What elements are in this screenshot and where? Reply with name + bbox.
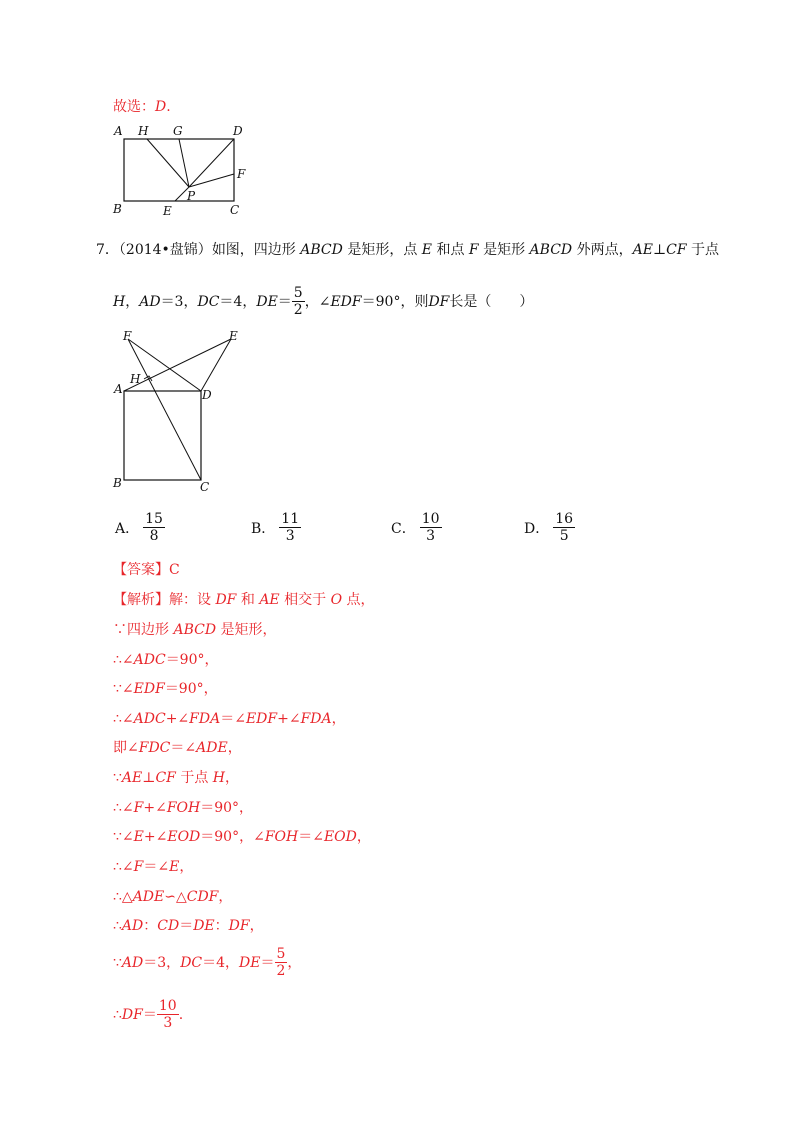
option-d-den: 5 bbox=[559, 528, 569, 544]
q-var: DF bbox=[428, 293, 450, 310]
option-c-fraction bbox=[420, 511, 442, 544]
s-var: AE bbox=[121, 770, 143, 786]
option-c-den: 3 bbox=[426, 528, 436, 544]
s-text: ＝∠ bbox=[170, 740, 197, 756]
answer-line bbox=[113, 561, 180, 579]
q-var: DE bbox=[256, 293, 278, 310]
s-text: . bbox=[178, 1006, 184, 1023]
question-line-1 bbox=[96, 241, 719, 259]
q-text: ＝90°，则 bbox=[361, 293, 429, 310]
s-text: 和 bbox=[236, 592, 260, 608]
q-var: AE bbox=[632, 242, 653, 258]
q-var: F bbox=[468, 242, 479, 258]
option-a bbox=[115, 511, 165, 544]
fig1-line-dp bbox=[189, 139, 234, 187]
s-text: ＝90°， bbox=[164, 681, 218, 697]
fig1-rectangle bbox=[124, 139, 234, 201]
s-text: ＝ bbox=[260, 954, 275, 971]
s-var: EOD bbox=[167, 829, 201, 845]
s-text: ， bbox=[331, 711, 346, 727]
solution-result bbox=[113, 998, 183, 1031]
s-text: ＝3， bbox=[143, 954, 181, 971]
s-var: ADC bbox=[133, 711, 166, 727]
s-var: H bbox=[212, 770, 225, 786]
s-text: ∴△ bbox=[113, 889, 133, 905]
previous-answer-end: . bbox=[166, 99, 171, 115]
s-var: F bbox=[133, 859, 144, 875]
option-a-num: 15 bbox=[145, 511, 163, 527]
option-a-den: 8 bbox=[149, 528, 159, 544]
q-text: ， bbox=[125, 293, 140, 310]
s-var: DF bbox=[228, 918, 250, 934]
solution-line-10 bbox=[113, 858, 193, 876]
solution-line-4 bbox=[113, 680, 218, 698]
s-text: ∴ bbox=[113, 918, 122, 934]
s-text: ， bbox=[218, 889, 233, 905]
fig2-label-e: E bbox=[229, 329, 238, 343]
option-a-letter: A． bbox=[115, 520, 140, 537]
q-var: E bbox=[421, 242, 433, 258]
s-text: ＝∠ bbox=[143, 859, 170, 875]
q-var: CF bbox=[666, 242, 687, 258]
s-text: ， bbox=[227, 740, 242, 756]
question-source: （2014•盘锦） bbox=[118, 242, 212, 258]
s-text: +∠ bbox=[143, 829, 168, 845]
q-text: ＝3， bbox=[160, 293, 198, 310]
s-text: ∵∠ bbox=[113, 829, 134, 845]
de-fraction-den: 2 bbox=[293, 302, 303, 318]
fig1-label-c: C bbox=[230, 203, 240, 217]
option-b bbox=[251, 511, 301, 544]
option-d-letter: D． bbox=[524, 520, 550, 537]
s-text: ∴ bbox=[113, 1006, 122, 1023]
option-c-letter: C． bbox=[391, 520, 416, 537]
s-text: ∵四边形 bbox=[113, 622, 174, 638]
fig1-label-e: E bbox=[163, 204, 172, 218]
figure-rectangle-p bbox=[110, 120, 255, 220]
s-var: DF bbox=[215, 592, 237, 608]
s-var: FOH bbox=[264, 829, 299, 845]
s-var: ADE bbox=[196, 740, 228, 756]
option-d bbox=[524, 511, 575, 544]
s-var: DE bbox=[239, 954, 261, 971]
solution-line-6 bbox=[113, 739, 242, 757]
q-var: ABCD bbox=[529, 242, 573, 258]
s-text: +∠ bbox=[165, 711, 190, 727]
q-text: ，∠ bbox=[304, 293, 331, 310]
solution-line-7 bbox=[113, 769, 239, 787]
s-text: ＝4， bbox=[202, 954, 240, 971]
s-text: ∵ bbox=[113, 770, 122, 786]
result-num: 10 bbox=[158, 998, 177, 1014]
q-var: AD bbox=[139, 293, 161, 310]
fig2-label-a: A bbox=[114, 382, 123, 396]
solution-line-2 bbox=[113, 621, 277, 639]
s-var: F bbox=[133, 800, 144, 816]
s-text: ， bbox=[287, 954, 302, 971]
s-text: ， bbox=[356, 829, 371, 845]
option-d-num: 16 bbox=[555, 511, 574, 527]
s-var: CF bbox=[155, 770, 176, 786]
fig2-label-c: C bbox=[200, 480, 210, 494]
fig2-label-d: D bbox=[202, 388, 212, 402]
s-var: AD bbox=[121, 954, 144, 971]
s-var: ABCD bbox=[173, 622, 217, 638]
s-text: ＝ bbox=[142, 1006, 157, 1023]
solution-line-8 bbox=[113, 799, 253, 817]
s-var: FDA bbox=[189, 711, 221, 727]
q-text: 是矩形 bbox=[478, 242, 530, 258]
s-text: ⊥ bbox=[142, 770, 156, 786]
q-text: 如图，四边形 bbox=[211, 242, 301, 258]
q-text: ＝4， bbox=[219, 293, 257, 310]
s-text: ∽△ bbox=[164, 889, 187, 905]
solution-tag: 【解析】 bbox=[113, 592, 169, 608]
q-var: DC bbox=[197, 293, 220, 310]
previous-answer-value: D bbox=[155, 99, 167, 115]
solution-line-9 bbox=[113, 828, 371, 846]
fig1-line-gp bbox=[179, 139, 189, 187]
solution-line-11 bbox=[113, 888, 232, 906]
fig1-label-h: H bbox=[138, 124, 149, 138]
previous-answer bbox=[113, 98, 171, 116]
s-text: ∴∠ bbox=[113, 800, 134, 816]
s-var: ADE bbox=[132, 889, 165, 905]
result-fraction bbox=[157, 998, 179, 1031]
de-fraction bbox=[292, 285, 305, 318]
fig2-line-fc bbox=[128, 339, 201, 480]
s-var: FDC bbox=[138, 740, 171, 756]
q-text: 是矩形，点 bbox=[342, 242, 422, 258]
s-var: FOH bbox=[166, 800, 201, 816]
s-text: ＝90°， bbox=[200, 800, 254, 816]
s-var: AE bbox=[259, 592, 280, 608]
s-text: ： bbox=[214, 918, 229, 934]
s-text: 是矩形， bbox=[216, 622, 277, 638]
s-var: EDF bbox=[245, 711, 278, 727]
s-text: +∠ bbox=[277, 711, 301, 727]
option-c bbox=[391, 511, 442, 544]
s-text: ， bbox=[225, 770, 239, 786]
figure-rectangle-efh bbox=[108, 323, 253, 498]
fig1-label-p: P bbox=[187, 189, 196, 203]
s-var: FDA bbox=[300, 711, 332, 727]
s-var: ADC bbox=[133, 652, 166, 668]
s-text: +∠ bbox=[143, 800, 167, 816]
given-de-den: 2 bbox=[276, 963, 286, 979]
question-line-2 bbox=[113, 285, 533, 318]
s-text: ∵ bbox=[113, 954, 122, 971]
result-den: 3 bbox=[163, 1015, 173, 1031]
solution-line-3 bbox=[113, 651, 219, 669]
q-symbol: ⊥ bbox=[652, 242, 667, 258]
given-de-num: 5 bbox=[276, 946, 286, 962]
s-var: DC bbox=[180, 954, 203, 971]
option-b-num: 11 bbox=[281, 511, 300, 527]
fig1-label-g: G bbox=[173, 124, 183, 138]
s-text: 相交于 bbox=[279, 592, 331, 608]
s-text: ＝90°，∠ bbox=[200, 829, 265, 845]
s-var: EDF bbox=[133, 681, 165, 697]
answer-value: C bbox=[169, 562, 180, 578]
fig2-label-b: B bbox=[113, 476, 122, 490]
fig2-rectangle bbox=[124, 391, 201, 480]
question-number: 7． bbox=[96, 242, 119, 258]
s-text: 即∠ bbox=[113, 740, 139, 756]
q-var: H bbox=[113, 293, 126, 310]
q-var: ABCD bbox=[300, 242, 343, 258]
s-text: 于点 bbox=[175, 770, 213, 786]
option-b-letter: B． bbox=[251, 520, 276, 537]
s-text: ， bbox=[249, 918, 264, 934]
s-text: 点， bbox=[342, 592, 375, 608]
q-text: 长是（ ） bbox=[449, 293, 534, 310]
s-var: O bbox=[330, 592, 343, 608]
option-b-den: 3 bbox=[285, 528, 295, 544]
q-text: 和点 bbox=[432, 242, 469, 258]
option-c-num: 10 bbox=[421, 511, 440, 527]
s-var: CD bbox=[157, 918, 180, 934]
s-text: ＝∠ bbox=[298, 829, 324, 845]
previous-answer-label: 故选： bbox=[113, 99, 155, 115]
solution-line-1 bbox=[113, 591, 375, 609]
s-text: 解：设 bbox=[169, 592, 216, 608]
fig1-label-f: F bbox=[237, 167, 246, 181]
s-var: DE bbox=[193, 918, 215, 934]
s-text: ＝ bbox=[179, 918, 194, 934]
s-var: AD bbox=[121, 918, 144, 934]
s-text: ∴∠ bbox=[113, 711, 134, 727]
q-text: 于点 bbox=[686, 242, 720, 258]
fig1-label-a: A bbox=[114, 124, 123, 138]
solution-given bbox=[113, 946, 301, 979]
option-d-fraction bbox=[553, 511, 575, 544]
s-text: ∵∠ bbox=[113, 681, 134, 697]
option-b-fraction bbox=[279, 511, 301, 544]
de-fraction-num: 5 bbox=[293, 285, 303, 301]
s-var: EOD bbox=[323, 829, 357, 845]
s-text: ＝∠ bbox=[220, 711, 246, 727]
q-var: EDF bbox=[330, 293, 362, 310]
option-a-fraction bbox=[143, 511, 165, 544]
given-de-fraction bbox=[275, 946, 288, 979]
s-text: ： bbox=[143, 918, 158, 934]
fig2-label-f: F bbox=[123, 329, 132, 343]
s-var: DF bbox=[121, 1006, 143, 1023]
fig1-line-hp bbox=[147, 139, 189, 187]
s-text: ∴∠ bbox=[113, 652, 134, 668]
q-text: ＝ bbox=[277, 293, 292, 310]
fig2-label-h: H bbox=[130, 372, 141, 386]
solution-line-12 bbox=[113, 917, 264, 935]
s-text: ＝90°， bbox=[165, 652, 219, 668]
s-text: ∴∠ bbox=[113, 859, 134, 875]
answer-tag: 【答案】 bbox=[113, 562, 169, 578]
solution-line-5 bbox=[113, 710, 346, 728]
q-text: 外两点， bbox=[572, 242, 633, 258]
s-var: E bbox=[133, 829, 144, 845]
s-var: CDF bbox=[186, 889, 219, 905]
fig1-label-b: B bbox=[113, 202, 122, 216]
s-text: ， bbox=[179, 859, 194, 875]
fig1-label-d: D bbox=[233, 124, 243, 138]
s-var: E bbox=[169, 859, 180, 875]
